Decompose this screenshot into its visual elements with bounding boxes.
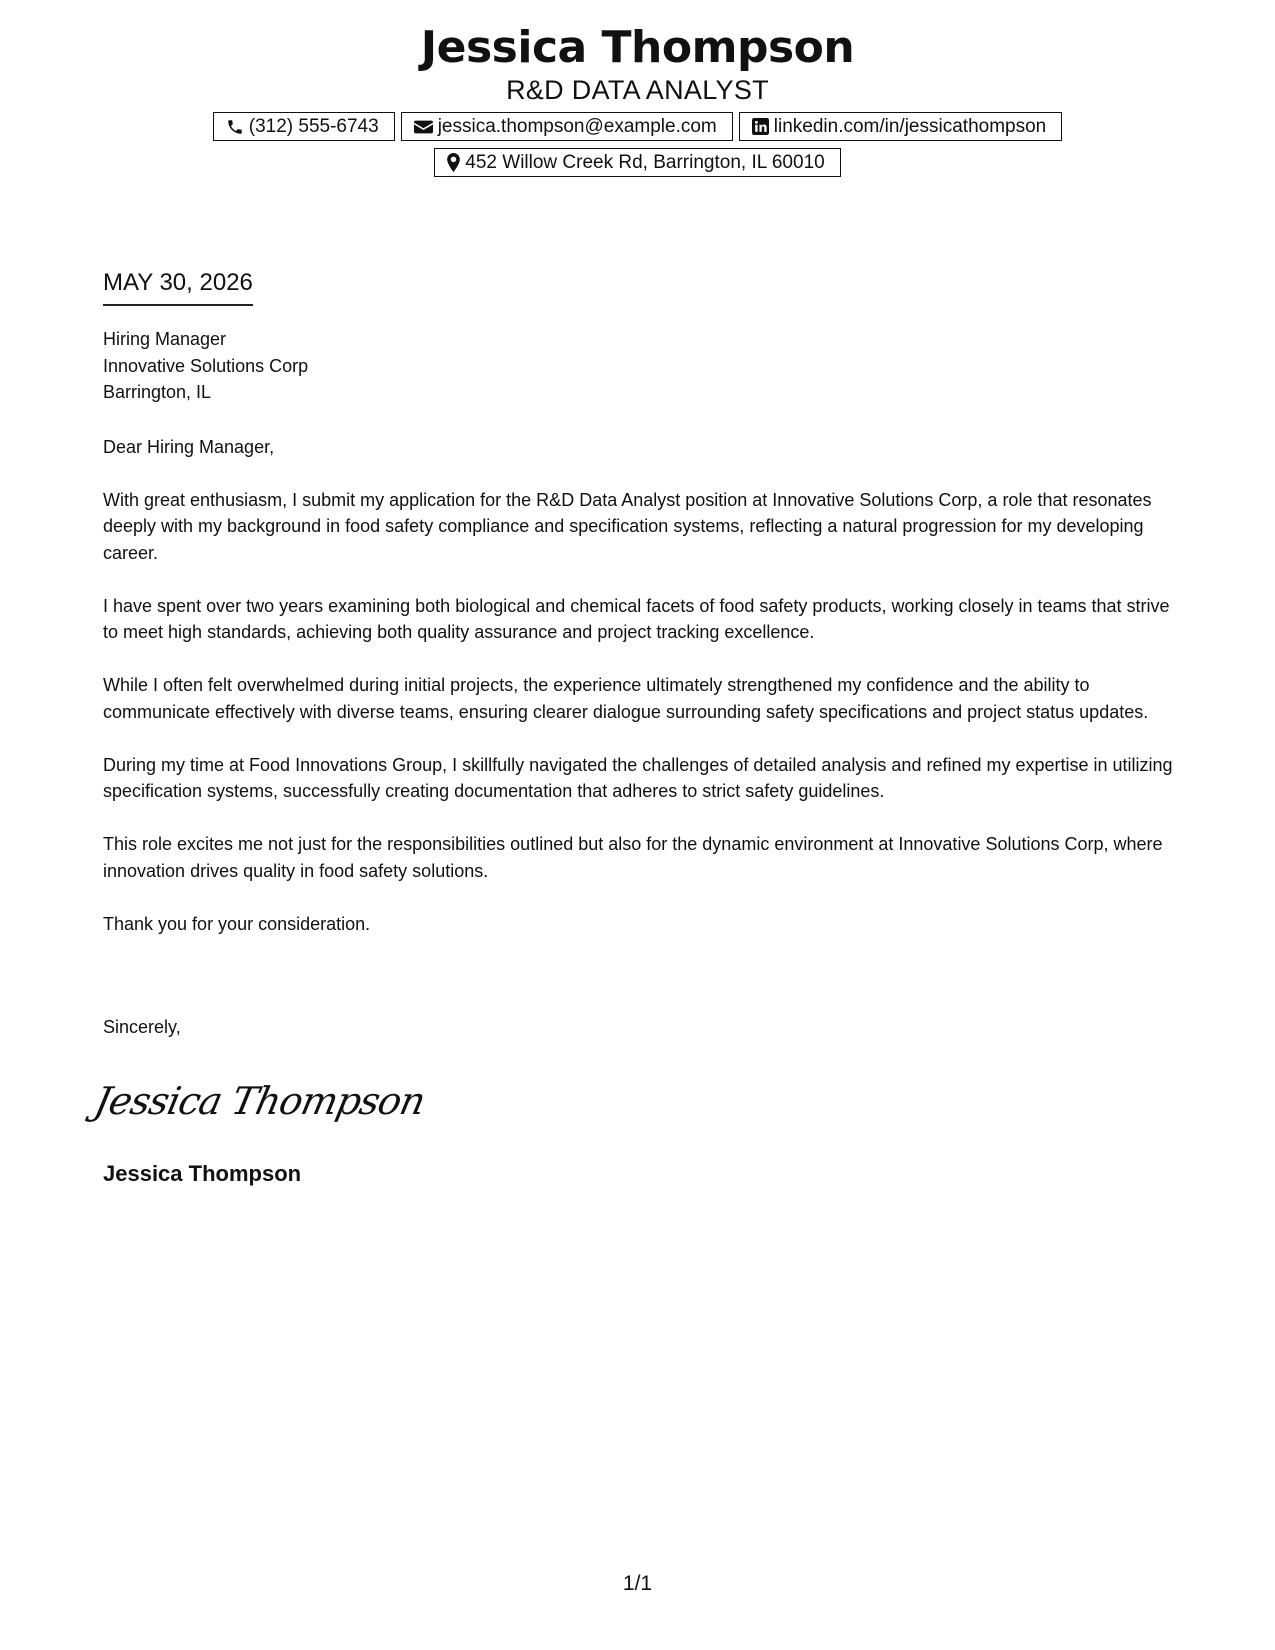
linkedin-icon xyxy=(752,118,769,135)
handwritten-signature xyxy=(90,1070,429,1135)
letter-date: MAY 30, 2026 xyxy=(103,268,253,306)
thank-you-line: Thank you for your consideration. xyxy=(103,913,371,934)
letter-body xyxy=(103,326,1173,937)
signer-name: Jessica Thompson xyxy=(103,1161,302,1186)
street-address: 452 Willow Creek Rd, Barrington, IL 60010 xyxy=(465,151,825,173)
applicant-role: R&D DATA ANALYST xyxy=(506,75,769,105)
phone-icon xyxy=(226,118,244,136)
contact-row-primary xyxy=(0,112,1275,141)
contact-row-secondary xyxy=(0,148,1275,177)
email-chip xyxy=(401,112,733,141)
linkedin-chip xyxy=(739,112,1062,141)
map-marker-icon xyxy=(447,153,460,172)
address-chip xyxy=(434,148,840,177)
body-paragraph: During my time at Food Innovations Group, I skillfully navigated the challenges of detailed analysis and refined my expertise in utilizing specification systems, successfully creating documentation that adheres to strict safety guidelines. xyxy=(103,754,1173,801)
recipient-title: Hiring Manager xyxy=(103,329,227,349)
greeting: Dear Hiring Manager, xyxy=(103,436,275,457)
envelope-icon xyxy=(414,119,433,135)
recipient-block xyxy=(103,326,1173,406)
phone-number: (312) 555-6743 xyxy=(248,115,379,137)
recipient-company: Innovative Solutions Corp xyxy=(103,355,309,376)
signature-text: Jessica Thompson xyxy=(90,1079,429,1124)
closing: Sincerely, xyxy=(103,1017,181,1037)
recipient-location: Barrington, IL xyxy=(103,382,212,402)
body-paragraph: This role excites me not just for the responsibilities outlined but also for the dynamic environment at Innovative Solutions Corp, where innovation drives quality in food safety solutions. xyxy=(103,834,1163,881)
body-paragraph: While I often felt overwhelmed during initial projects, the experience ultimately strengthened my confidence and the ability to communicate effectively with diverse teams, ensuring clearer dialogue surrounding safety specifications and project status updates. xyxy=(103,675,1149,722)
linkedin-url: linkedin.com/in/jessicathompson xyxy=(773,115,1047,137)
phone-chip xyxy=(213,112,395,141)
letter-header xyxy=(0,22,1275,177)
page-indicator: 1/1 xyxy=(622,1572,653,1595)
body-paragraph: With great enthusiasm, I submit my application for the R&D Data Analyst position at Innovative Solutions Corp, a role that resonates deeply with my background in food safety compliance and specification systems, reflecting a natural progression for my developing career. xyxy=(103,489,1152,563)
applicant-name: Jessica Thompson xyxy=(420,22,855,73)
body-paragraph: I have spent over two years examining both biological and chemical facets of food safety products, working closely in teams that strive to meet high standards, achieving both quality assurance and project tracking excellence. xyxy=(103,595,1170,642)
email-address: jessica.thompson@example.com xyxy=(437,115,717,137)
